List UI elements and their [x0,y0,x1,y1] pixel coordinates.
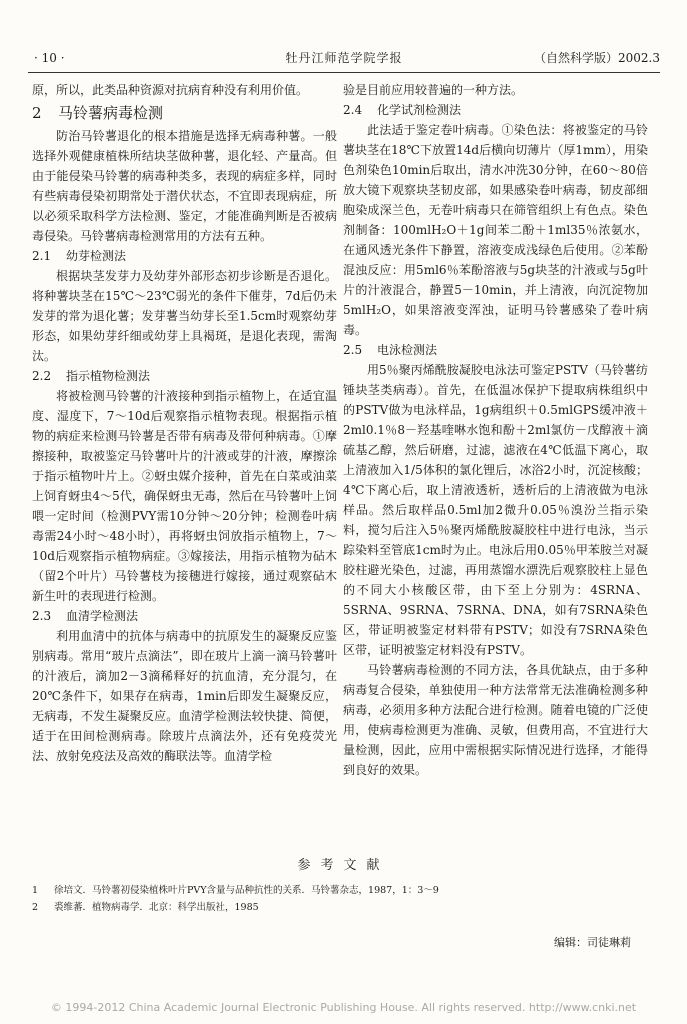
editor-note: 编辑：司徒琳莉 [554,936,631,949]
reference-number: 2 [32,902,39,913]
section-2-2-heading [32,366,337,386]
section-2-1-title: 幼芽检测法 [66,249,127,263]
continued-paragraph: 验是目前应用较普遍的一种方法。 [343,83,524,97]
reference-text: 裘维蕃．植物病毒学．北京：科学出版社，1985 [54,902,259,913]
header-divider [28,72,660,73]
section-2-5-title: 电泳检测法 [377,343,438,357]
section-2-2-title: 指示植物检测法 [66,369,151,383]
left-column [32,80,337,766]
section-2-5-number: 2.5 [343,343,363,357]
section-2-3-title: 血清学检测法 [66,609,139,623]
reference-text: 徐培文．马铃薯初侵染植株叶片PVY含量与品种抗性的关系．马铃薯杂志，1987，1：3～9 [54,885,439,896]
section-2-4-heading [343,100,648,120]
section-2-4-paragraph: 此法适于鉴定卷叶病毒。①染色法：将被鉴定的马铃薯块茎在18℃下放置14d后横向切薄片（厚1mm），用染色剂染色10min后取出，清水冲洗30分钟，在60～80倍放大镜下观察块茎韧皮部，如果感染卷叶病毒，韧皮部细胞染成深兰色，无卷叶病毒只在筛管组织上有色点。染色剂制备：100mlH₂O＋1g间苯二酚＋1ml35％浓氨水，在通风透光条件下静置，溶液变成浅绿色后使用。②苯酚混浊反应：用5ml6％苯酚溶液与5g块茎的汁液或与5g叶片的汁液混合，静置5－10min，并上清液，向沉淀物加5mlH₂O，如果溶液变浑浊，证明马铃薯感染了卷叶病毒。 [343,123,648,337]
section-2-title: 马铃薯病毒检测 [58,104,164,122]
section-2-4-number: 2.4 [343,103,363,117]
section-2-2-paragraph: 将被检测马铃薯的汁液接种到指示植物上，在适宜温度、湿度下，7～10d后观察指示植物表现。根据指示植物的病症来检测马铃薯是否带有病毒及带何种病毒。①摩擦接种，取被鉴定马铃薯叶片的汁液或芽的汁液，摩擦涂于指示植物叶片上。②蚜虫媒介接种，首先在白菜或油菜上饲育蚜虫4～5代，确保蚜虫无毒，然后在马铃薯叶上饲喂一定时间（检测PVY需10分钟～20分钟；检测卷叶病毒需24小时～48小时），再将蚜虫饲放指示植物上，7～10d后观察指示植物病症。③嫁接法，用指示植物为砧木（留2个叶片）马铃薯枝为接穗进行嫁接，通过观察砧木新生叶的表现进行检测。 [32,389,337,603]
section-2-3-number: 2.3 [32,609,52,623]
section-2-3-heading [32,606,337,626]
journal-edition: （自然科学版）2002.3 [534,51,660,65]
journal-title: 牡丹江师范学院学报 [285,51,403,65]
section-2-paragraph: 防治马铃薯退化的根本措施是选择无病毒种薯。一般选择外观健康植株所结块茎做种薯，退化轻、产量高。但由于能侵染马铃薯的病毒种类多，表现的病症多样，同时有些病毒侵染初期常处于潜伏状态，不宜即表现病症，所以必须采取科学方法检测、鉴定，才能准确判断是否被病毒侵染。马铃薯病毒检测常用的方法有五种。 [32,129,337,243]
section-2-3-paragraph: 利用血清中的抗体与病毒中的抗原发生的凝聚反应鉴别病毒。常用“玻片点滴法”，即在玻片上滴一滴马铃薯叶的汁液后，滴加2－3滴稀释好的抗血清，充分混匀，在20℃条件下，如果存在病毒，1min后即发生凝聚反应，无病毒，不发生凝聚反应。血清学检测法较快捷、简便，适于在田间检测病毒。除玻片点滴法外，还有免疫荧光法、放射免疫法及高效的酶联法等。血清学检 [32,629,337,763]
section-2-4-title: 化学试剂检测法 [377,103,462,117]
intro-paragraph: 原，所以，此类品种资源对抗病育种没有利用价值。 [32,83,309,97]
page-header [28,48,660,68]
section-2-heading [32,100,337,126]
section-2-1-number: 2.1 [32,249,52,263]
section-2-5-heading [343,340,648,360]
page-number: · 10 · [34,51,65,65]
references-title: 参考文献 [297,858,390,873]
section-2-5-paragraph: 用5％聚丙烯酰胺凝胶电泳法可鉴定PSTV（马铃薯纺锤块茎类病毒）。首先，在低温冰保护下提取病株组织中的PSTV做为电泳样品，1g病组织＋0.5mlGPS缓冲液＋2ml0.1％8－羟基喹啉水饱和酚＋2ml氯仿－戊醇液＋滴硫基乙醇，然后研磨，过滤，滤液在4℃低温下离心，取上清液加入1/5体积的氯化锂后，冰浴2小时，沉淀核酸；4℃下离心后，取上清液透析，透析后的上清液做为电泳样品。然后取样品0.5ml加2微升0.05％溴汾兰指示染料，搅匀后注入5％聚丙烯酰胺凝胶柱中进行电泳，当示踪染料至管底1cm时为止。电泳后用0.05％甲苯胺兰对凝胶柱避光染色，过滤，再用蒸馏水漂洗后观察胶柱上显色的不同大小核酸区带，由下至上分别为：4SRNA、5SRNA、9SRNA、7SRNA、DNA，如有7SRNA染色区，带证明被鉴定材料带有PSTV；如没有7SRNA染色区带，证明被鉴定材料没有PSTV。 [343,363,648,657]
right-column [343,80,648,780]
reference-number: 1 [32,885,39,896]
reference-item [32,899,652,916]
section-2-2-number: 2.2 [32,369,52,383]
conclusion-paragraph: 马铃薯病毒检测的不同方法，各具优缺点，由于多种病毒复合侵染，单独使用一种方法常常无法准确检测多种病毒，必须用多种方法配合进行检测。随着电镜的广泛使用，使病毒检测更为准确、灵敏，但费用高，不宜进行大量检测，因此，应用中需根据实际情况进行选择，才能得到良好的效果。 [343,663,648,777]
references-list [32,882,652,916]
section-2-1-paragraph: 根据块茎发芽力及幼芽外部形态初步诊断是否退化。将种薯块茎在15℃～23℃弱光的条件下催芽，7d后仍未发芽的常为退化薯；发芽薯当幼芽长至1.5cm时观察幼芽形态，如果幼芽纤细或幼芽上具褐斑，是退化表现，需淘汰。 [32,269,337,363]
copyright-footer: © 1994-2012 China Academic Journal Electronic Publishing House. All rights reserved. http://www.cnki.net [50,1001,637,1014]
reference-item [32,882,652,899]
section-2-number: 2 [32,104,42,122]
section-2-1-heading [32,246,337,266]
